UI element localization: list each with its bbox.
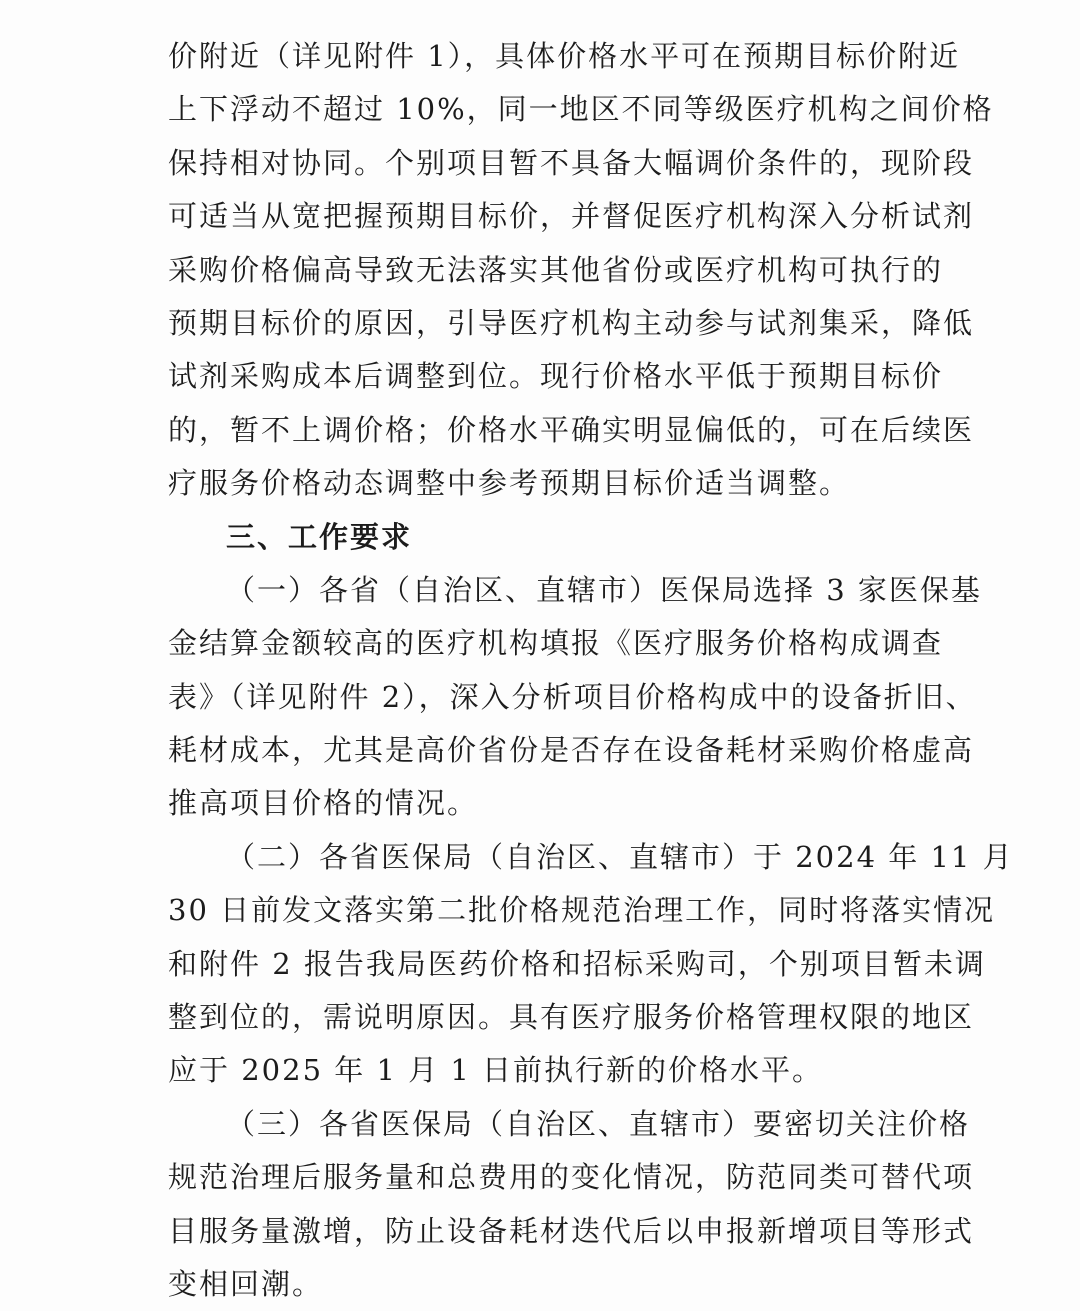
- text-line: 推高项目价格的情况。: [168, 786, 479, 821]
- text-line: 和附件 2 报告我局医药价格和招标采购司，个别项目暂未调: [168, 946, 986, 981]
- document-body: [168, 30, 1014, 1311]
- text-line: 试剂采购成本后调整到位。现行价格水平低于预期目标价: [168, 359, 944, 394]
- text-line: 变相回潮。: [168, 1266, 324, 1301]
- text-line: 疗服务价格动态调整中参考预期目标价适当调整。: [168, 466, 851, 501]
- text-line: 上下浮动不超过 10%，同一地区不同等级医疗机构之间价格: [168, 92, 994, 127]
- text-line: 金结算金额较高的医疗机构填报《医疗服务价格构成调查: [168, 626, 944, 661]
- text-line: 30 日前发文落实第二批价格规范治理工作，同时将落实情况: [168, 893, 996, 928]
- text-line: 价附近（详见附件 1），具体价格水平可在预期目标价附近: [168, 39, 961, 73]
- text-line: 耗材成本，尤其是高价省份是否存在设备耗材采购价格虚高: [168, 733, 975, 768]
- text-line: 采购价格偏高导致无法落实其他省份或医疗机构可执行的: [168, 252, 944, 287]
- text-line: 整到位的，需说明原因。具有医疗服务价格管理权限的地区: [168, 1000, 975, 1035]
- text-line: 的，暂不上调价格；价格水平确实明显偏低的，可在后续医: [168, 412, 975, 447]
- section-heading: 三、工作要求: [226, 519, 413, 554]
- text-line: （一）各省（自治区、直辖市）医保局选择 3 家医保基: [226, 572, 982, 607]
- text-line: 预期目标价的原因，引导医疗机构主动参与试剂集采，降低: [168, 305, 975, 340]
- text-line: （三）各省医保局（自治区、直辖市）要密切关注价格: [226, 1106, 971, 1141]
- text-line: 目服务量激增，防止设备耗材迭代后以申报新增项目等形式: [168, 1213, 975, 1248]
- text-line: 可适当从宽把握预期目标价，并督促医疗机构深入分析试剂: [168, 199, 975, 234]
- text-line: 保持相对协同。个别项目暂不具备大幅调价条件的，现阶段: [168, 145, 975, 180]
- text-line: 规范治理后服务量和总费用的变化情况，防范同类可替代项: [168, 1160, 975, 1195]
- text-line: 表》（详见附件 2），深入分析项目价格构成中的设备折旧、: [168, 679, 977, 714]
- text-line: （二）各省医保局（自治区、直辖市）于 2024 年 11 月: [226, 839, 1014, 874]
- text-line: 应于 2025 年 1 月 1 日前执行新的价格水平。: [168, 1053, 824, 1088]
